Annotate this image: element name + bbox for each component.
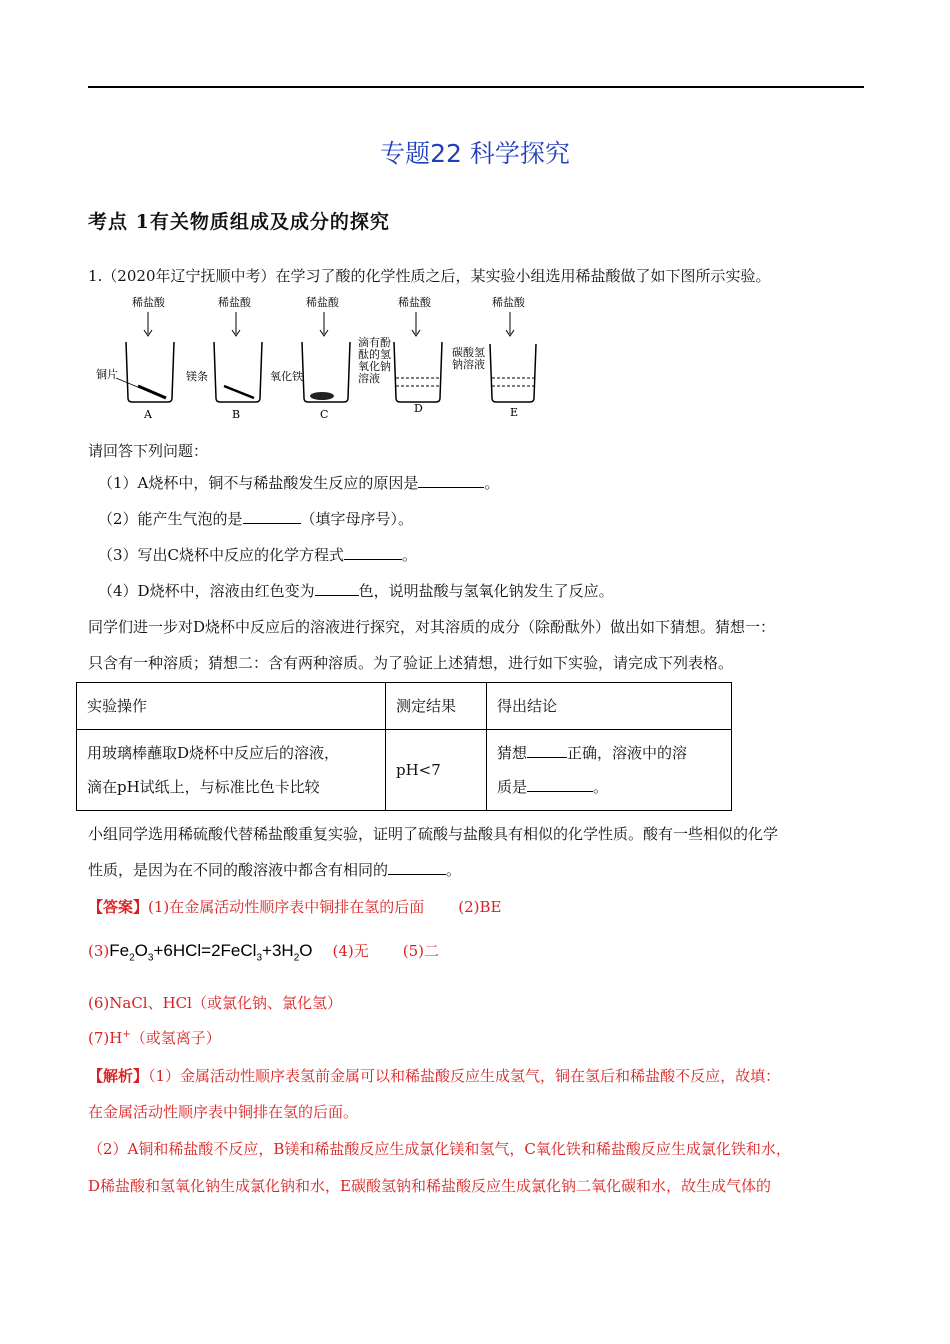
table-header-row [77, 683, 732, 730]
letter-e: E [510, 406, 519, 419]
analysis-3: （2）A铜和稀盐酸不反应，B镁和稀盐酸反应生成氯化镁和氢气，C氧化铁和稀盐酸反应生成氯化铁和水， [88, 1140, 791, 1158]
acid-label-a: 稀盐酸 [132, 296, 165, 309]
header-rule [88, 86, 864, 88]
subquestion-4 [98, 580, 614, 601]
subquestion-2-text-b: （填字母序号）。 [300, 510, 414, 528]
prompt: 请回答下列问题： [88, 442, 209, 460]
letter-a: A [144, 408, 152, 421]
conclusion-text-a: 猜想 [497, 744, 528, 762]
reagent-e-2: 钠溶液 [452, 358, 485, 371]
answer-2: (2)BE [458, 898, 502, 916]
subquestion-4-text-a: （4）D烧杯中，溶液由红色变为 [98, 582, 315, 600]
reagent-d-2: 酞的氢 [358, 348, 391, 361]
answer-5: (5)二 [402, 942, 439, 960]
analysis-4: D稀盐酸和氢氧化钠生成氯化钠和水，E碳酸氢钠和稀盐酸反应生成氯化钠二氧化碳和水，故生成气体的 [88, 1177, 771, 1195]
answer-line-1 [88, 896, 502, 917]
answer-line-2 [88, 940, 439, 963]
conclusion-line-1 [497, 736, 721, 770]
experiment-figure [96, 294, 556, 424]
answer-blank-3 [344, 545, 402, 560]
reagent-d-1: 滴有酚 [358, 336, 391, 349]
paragraph-4-text: 性质，是因为在不同的酸溶液中都含有相同的 [88, 861, 389, 879]
reagent-d-3: 氧化钠 [358, 360, 391, 373]
subquestion-3: （3）写出C烧杯中反应的化学方程式 。 [98, 546, 418, 564]
reagent-d-4: 溶液 [358, 372, 380, 385]
answer-7b: （或氢离子） [130, 1029, 221, 1047]
paragraph-4: 性质，是因为在不同的酸溶液中都含有相同的 。 [88, 861, 462, 879]
header-conclusion: 得出结论 [487, 683, 732, 730]
acid-label-d: 稀盐酸 [398, 296, 431, 309]
answer-blank-4 [315, 581, 359, 596]
page-title: 专题22 科学探究 [380, 139, 570, 168]
table-row [77, 730, 732, 811]
section-heading: 考点 1有关物质组成及成分的探究 [88, 211, 390, 233]
answer-line-7: (7)H+（或氢离子） [88, 1029, 221, 1047]
conclusion-line-2: 质是 。 [497, 778, 609, 796]
analysis-1: （1）金属活动性顺序表氢前金属可以和稀盐酸反应生成氢气，铜在氢后和稀盐酸不反应，故填： [148, 1067, 781, 1085]
subquestion-4-text-b: 色，说明盐酸与氢氧化钠发生了反应。 [358, 582, 614, 600]
answer-tag: 【答案】 [88, 898, 149, 916]
letter-d: D [414, 402, 423, 415]
question-intro: 1.（2020年辽宁抚顺中考）在学习了酸的化学性质之后，某实验小组选用稀盐酸做了如下图所示实验。 [88, 267, 771, 285]
beaker-a [96, 295, 174, 421]
paragraph-1: 同学们进一步对D烧杯中反应后的溶液进行探究，对其溶质的成分（除酚酞外）做出如下猜想。猜想一： [88, 618, 776, 636]
acid-label-b: 稀盐酸 [218, 296, 251, 309]
operation-line-1: 用玻璃棒蘸取D烧杯中反应后的溶液， [87, 744, 340, 762]
answer-blank-6 [527, 777, 593, 792]
answer-6: (6)NaCl、HCl（或氯化钠、氯化氢） [88, 994, 342, 1012]
beaker-b [186, 295, 262, 421]
beaker-d [358, 295, 442, 415]
paragraph-2: 只含有一种溶质；猜想二：含有两种溶质。为了验证上述猜想，进行如下实验，请完成下列表格。 [88, 654, 734, 672]
answer-blank-5 [527, 743, 567, 758]
reagent-a: 铜片 [96, 368, 118, 381]
answer-1: (1)在金属活动性顺序表中铜排在氢的后面 [148, 898, 425, 916]
subquestion-3-text: （3）写出C烧杯中反应的化学方程式 [98, 546, 345, 564]
answer-blank-7 [388, 860, 446, 875]
analysis-tag: 【解析】 [88, 1067, 149, 1085]
acid-label-e: 稀盐酸 [492, 296, 525, 309]
reagent-c: 氧化铁 [270, 370, 303, 383]
experiment-table [76, 682, 732, 811]
analysis-2: 在金属活动性顺序表中铜排在氢的后面。 [88, 1103, 359, 1121]
cell-conclusion [487, 730, 732, 811]
cell-operation [77, 730, 386, 811]
header-operation: 实验操作 [77, 683, 386, 730]
letter-b: B [232, 408, 241, 421]
letter-c: C [320, 408, 329, 421]
beaker-e [452, 295, 536, 419]
subquestion-2-text-a: （2）能产生气泡的是 [98, 510, 243, 528]
reagent-e-1: 碳酸氢 [452, 346, 485, 359]
conclusion-text-b: 正确，溶液中的溶 [567, 744, 688, 762]
subquestion-1-text: （1）A烧杯中，铜不与稀盐酸发生反应的原因是 [98, 474, 419, 492]
chemical-equation: $Fe_2O_3+6HCl=2FeCl_3+3H_2O$ [109, 941, 313, 964]
answer-3-label: (3) [88, 942, 110, 960]
subquestion-2 [98, 508, 413, 529]
conclusion-text-c: 质是 [497, 778, 528, 796]
cell-result: pH<7 [386, 730, 487, 811]
analysis-line-1 [88, 1065, 780, 1086]
acid-label-c: 稀盐酸 [306, 296, 339, 309]
beaker-c [270, 295, 350, 421]
answer-blank-2 [243, 509, 301, 524]
operation-line-2: 滴在pH试纸上，与标准比色卡比较 [87, 778, 320, 796]
answer-4: (4)无 [332, 942, 369, 960]
paragraph-3: 小组同学选用稀硫酸代替稀盐酸重复实验，证明了硫酸与盐酸具有相似的化学性质。酸有一些相似的化学 [88, 825, 779, 843]
reagent-b: 镁条 [186, 370, 208, 383]
answer-7a: (7)H [88, 1029, 123, 1047]
answer-blank-1 [418, 473, 484, 488]
header-result: 测定结果 [386, 683, 487, 730]
subquestion-1: （1）A烧杯中，铜不与稀盐酸发生反应的原因是 。 [98, 474, 500, 492]
